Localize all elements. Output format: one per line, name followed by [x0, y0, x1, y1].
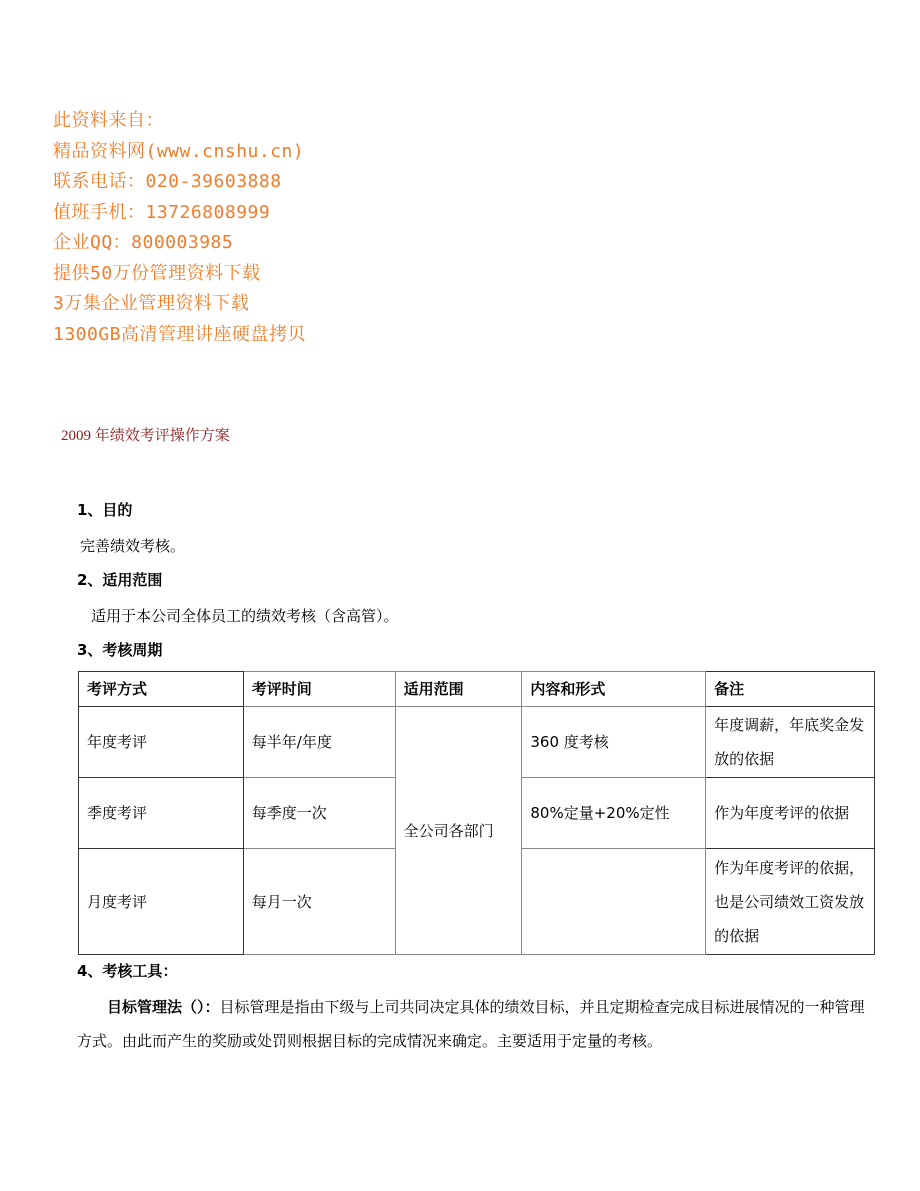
tool-name: 目标管理法（）：	[107, 998, 220, 1016]
table-header-cell: 考评方式	[79, 672, 244, 707]
table-header-cell: 内容和形式	[522, 672, 706, 707]
table-cell: 作为年度考评的依据	[706, 778, 875, 849]
section-heading-scope: 2、适用范围	[77, 571, 163, 589]
table-header-row	[79, 672, 875, 707]
table-row	[79, 707, 875, 778]
table-cell: 季度考评	[79, 778, 244, 849]
table-cell: 作为年度考评的依据，也是公司绩效工资发放的依据	[706, 849, 875, 955]
table-cell-merged-scope: 全公司各部门	[395, 707, 522, 955]
tool-description: 目标管理是指由下级与上司共同决定具体的绩效目标，并且定期检查完成目标进展情况的一种管理方式。由此而产生的奖励或处罚则根据目标的完成情况来确定。主要适用于定量的考核。	[77, 998, 865, 1050]
table-cell: 360 度考核	[522, 707, 706, 778]
promo-line: 值班手机：13726808999	[53, 201, 271, 223]
promo-line: 1300GB高清管理讲座硬盘拷贝	[53, 323, 307, 345]
table-header-cell: 考评时间	[243, 672, 395, 707]
promo-line: 提供50万份管理资料下载	[53, 262, 261, 284]
section-body-scope: 适用于本公司全体员工的绩效考核（含高管）。	[91, 607, 399, 625]
section-heading-cycle: 3、考核周期	[77, 641, 163, 659]
promo-line: 精品资料网(www.cnshu.cn)	[53, 140, 305, 162]
table-cell: 每季度一次	[243, 778, 395, 849]
section-heading-purpose: 1、目的	[77, 501, 133, 519]
section-body-purpose: 完善绩效考核。	[80, 537, 186, 555]
table-cell: 每半年/年度	[243, 707, 395, 778]
tool-description-paragraph	[77, 990, 867, 1058]
table-cell: 月度考评	[79, 849, 244, 955]
table-cell: 每月一次	[243, 849, 395, 955]
promo-line: 3万集企业管理资料下载	[53, 293, 250, 314]
section-heading-tools: 4、考核工具：	[77, 962, 178, 980]
promo-line: 此资料来自：	[53, 110, 164, 131]
document-title: 2009 年绩效考评操作方案	[61, 428, 230, 444]
promo-block	[53, 106, 306, 350]
table-cell: 年度调薪，年底奖金发放的依据	[706, 707, 875, 778]
table-cell: 年度考评	[79, 707, 244, 778]
promo-line: 联系电话：020-39603888	[53, 171, 282, 192]
table-header-cell: 适用范围	[395, 672, 522, 707]
review-cycle-table	[78, 671, 875, 955]
table-cell: 80%定量+20%定性	[522, 778, 706, 849]
promo-line: 企业QQ：800003985	[53, 232, 234, 253]
table-cell	[522, 849, 706, 955]
table-header-cell: 备注	[706, 672, 875, 707]
